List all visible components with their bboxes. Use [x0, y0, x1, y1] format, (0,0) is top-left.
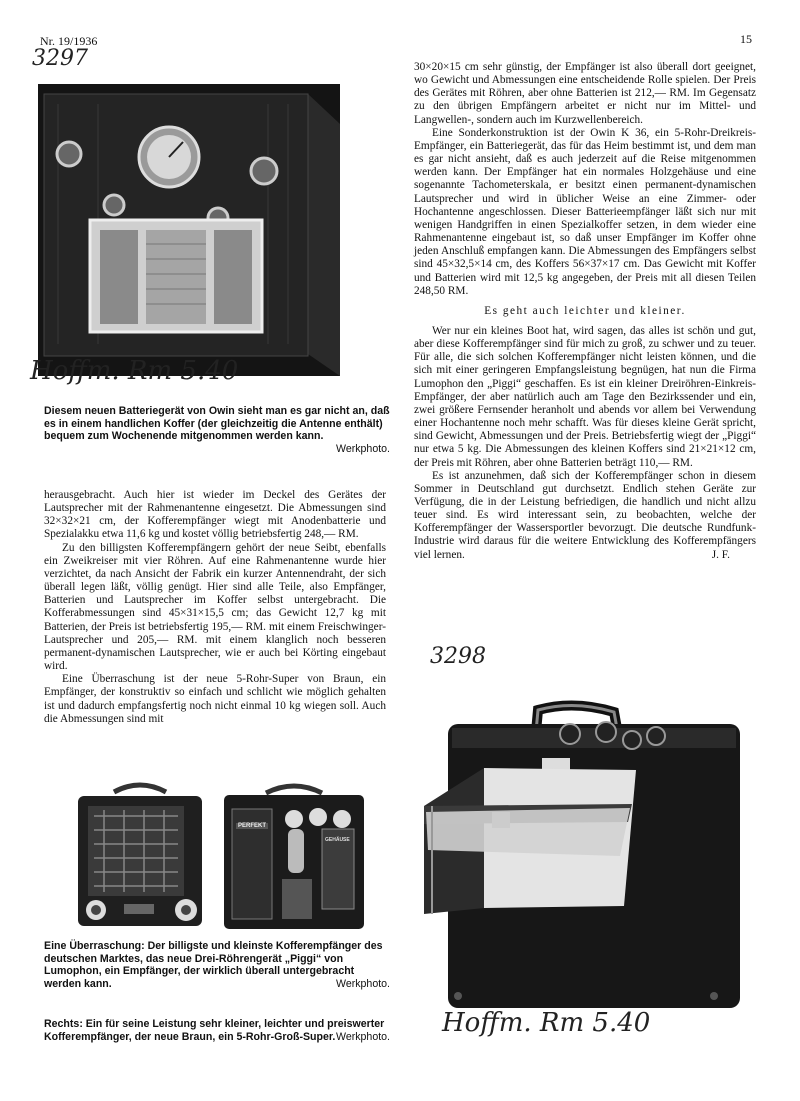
caption-piggi-text: Eine Überraschung: Der billigste und kleinste Kofferempfänger des deutschen Marktes, das neue Drei-Röhrengerät „Piggi“ von Lumophon, ein Empfänger, der wirklich überall untergebracht werden kann. [44, 940, 383, 990]
caption-braun-text: Rechts: Ein für seine Leistung sehr kleiner, leichter und preiswerter Kofferempfänger, der neue Braun, ein 5-Rohr-Groß-Super. [44, 1018, 385, 1043]
page-number: 15 [740, 32, 752, 46]
right-paragraph-4: Es ist anzunehmen, daß sich der Kofferempfänger schon in diesem Sommer in Deutschland gut durchsetzt. Endlich stehen Geräte zur Verfügung, die in der Leistung befriedigen, die handlich und nicht allzu teuer sind. Es wird interessant sein, zu beobachten, welche der Kofferempfänger der Wassersportler bevorzugt. Die deutsche Rundfunk-Industrie wird daraus für die weitere Entwicklung des Kofferempfängers viel lernen. [414, 469, 756, 561]
handwritten-archive-number-top: 3297 [32, 46, 88, 71]
owin-radio-illustration [38, 84, 340, 376]
photo-label-perfekt: PERFEKT [238, 823, 267, 829]
left-paragraph-2: Zu den billigsten Kofferempfängern gehört der neue Seibt, ebenfalls ein Zweikreiser mit vier Röhren. Auf eine Rahmenantenne wurde hier verzichtet, da nach Ansicht der Fabrik ein kurzer Antennendraht, der sich überall legen läßt, völlig genügt. Hier sind alle Teile, also Empfänger, Batterien und Lautsprecher im Koffer selbst untergebracht. Die Kofferabmessungen sind 45×31×15,5 cm; das Gewicht 12,7 kg mit Batterien, der Preis ist betriebsfertig 195,— RM. mit einem Freischwinger-Lautsprecher und 205,— RM. mit einem klanglich noch besseren permanent-dynamischen Lautsprecher, wie er auch bei Körting eingebaut wird. [44, 541, 386, 673]
right-column-text [414, 61, 756, 562]
right-paragraph-2: Eine Sonderkonstruktion ist der Owin K 36, ein 5-Rohr-Dreikreis-Empfänger, ein Batteriegerät, das für das Heim bestimmt ist, und dem man es gar nicht ansieht, daß es auch jederzeit auf die Reise mitgenommen werden kann. Der Empfänger hat ein normales Holzgehäuse und eine sogenannte Tachometerskala, er besitzt einen permanent-dynamischen Lautsprecher und wird in üblicher Weise an eine Zimmer- oder Hochantenne angeschlossen. Dieser Batterieempfänger läßt sich nur mit wenigen Handgriffen in einen Spezialkoffer setzen, in dem wieder eine Rahmenantenne eingebaut ist, so daß unser Empfänger im Koffer ohne jeden Anschluß empfangen kann. Die Abmessungen des Empfängers selbst sind 45×32,5×14 cm, des Koffers 56×37×17 cm. Das Gewicht mit Koffer und Batterien wird mit 12,5 kg angegeben, der Preis mit all diesen Teilen 248,50 RM. [414, 126, 756, 297]
piggi-radio-illustration [74, 780, 206, 930]
caption-owin-text: Diesem neuen Batteriegerät von Owin sieht man es gar nicht an, daß es in einem handlichen Koffer (der gleichzeitig die Antenne enthält) bequem zum Wochenende mitgenommen werden kann. [44, 405, 390, 443]
author-signature: J. F. [711, 548, 730, 561]
caption-braun [44, 1018, 390, 1043]
photo-label-gehaeuse: GEHÄUSE [325, 837, 350, 843]
caption-braun-credit: Werkphoto. [336, 1030, 390, 1043]
piggi-radio-photo [74, 780, 206, 930]
caption-piggi [44, 940, 390, 990]
section-subheading: Es geht auch leichter und kleiner. [484, 304, 686, 317]
piggi-open-illustration [222, 779, 366, 931]
caption-owin-credit: Werkphoto. [336, 442, 390, 455]
piggi-open-photo [222, 779, 366, 931]
left-paragraph-1: herausgebracht. Auch hier ist wieder im Deckel des Gerätes der Lautsprecher mit der Rahmenantenne eingesetzt. Die Abmessungen sind 32×32×21 cm, der Kofferempfänger wiegt mit Anodenbatterie und Spezialakku etwa 11,6 kg und kostet völlig betriebsfertig 248,— RM. [44, 489, 386, 541]
right-paragraph-1: 30×20×15 cm sehr günstig, der Empfänger ist also überall dort geeignet, wo Gewicht und Abmessungen eine entscheidende Rolle spielen. Der Preis des Gerätes mit Röhren, aber ohne Batterien ist 212,— RM. Im Gegensatz zu den übrigen Empfängern arbeitet er nicht nur im Mittel- und Langwellen-, sondern auch im Kurzwellenbereich. [414, 61, 756, 126]
owin-radio-photo [38, 84, 340, 376]
left-paragraph-3: Eine Überraschung ist der neue 5-Rohr-Super von Braun, ein Empfänger, der konstruktiv so einfach und schlicht wie möglich gehalten ist und dadurch empfangsfertig noch nicht einmal 10 kg wiegen soll. Auch die Abmessungen sind mit [44, 673, 386, 725]
handwritten-archive-number-bottom: 3298 [430, 644, 486, 669]
braun-radio-illustration [424, 696, 744, 1012]
braun-radio-photo [424, 696, 744, 1012]
handwritten-price-top: Hoffm. Rm 5.40 [30, 356, 239, 386]
issue-number: Nr. 19/1936 [40, 34, 98, 48]
left-column-text [44, 489, 386, 726]
handwritten-price-bottom: Hoffm. Rm 5.40 [442, 1008, 651, 1038]
caption-owin [44, 405, 390, 455]
right-paragraph-3: Wer nur ein kleines Boot hat, wird sagen, das alles ist schön und gut, aber diese Kofferempfänger sind für mich zu groß, zu schwer und zu teuer. Für alle, die sich solchen Kofferempfänger nicht leisten können, und die sich mit einer geringeren Empfangsleistung begnügen, hat nun die Firma Lumophon den „Piggi“ geschaffen. Es ist ein kleiner Dreiröhren-Einkreis-Empfänger, der aber natürlich auch am Tage den Bezirkssender und ein, zwei größere Fernsender heranholt und abends vor allem bei Verwendung einer Hochantenne noch mehr schafft. Was für dieses kleine Gerät spricht, sind Gewicht, Abmessungen und der Preis. Betriebsfertig wiegt der „Piggi“ nur etwa 5 kg. Die Abmessungen des kleinen Koffers sind 21×21×12 cm, der Preis mit Röhren, aber ohne Batterien beträgt 110,— RM. [414, 324, 756, 469]
caption-piggi-credit: Werkphoto. [336, 977, 390, 990]
